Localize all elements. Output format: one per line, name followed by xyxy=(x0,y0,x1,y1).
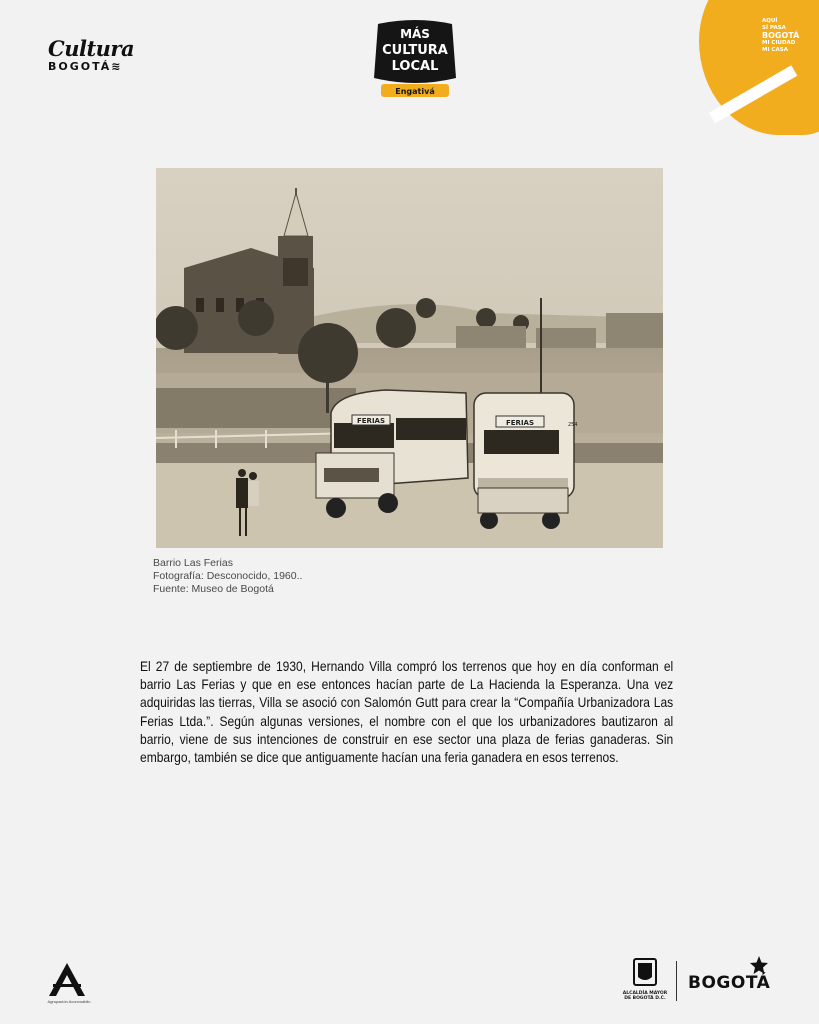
alcaldia-bogota-logos xyxy=(622,955,772,1005)
bus-right xyxy=(474,393,578,529)
mas-logo-line-3: LOCAL xyxy=(391,59,439,74)
alcaldia-shield-icon xyxy=(622,955,668,989)
corner-line-4: MI CIUDAD xyxy=(762,40,796,46)
mas-logo-line-1: MÁS xyxy=(400,27,430,41)
corner-line-1: AQUÍ xyxy=(762,18,778,24)
caption-source: Fuente: Museo de Bogotá xyxy=(153,583,274,595)
caption-title: Barrio Las Ferias xyxy=(153,557,233,569)
alcaldia-label: ALCALDÍA MAYOR DE BOGOTÁ D.C. xyxy=(622,991,668,1001)
corner-line-2: SÍ PASA xyxy=(762,24,786,31)
photo-caption xyxy=(153,557,453,596)
agrupacion-caption: Agrupación Aconvoablin xyxy=(47,999,91,1004)
bogota-logo-text: BOGOTÁ xyxy=(688,973,771,993)
historic-photo-barrio-las-ferias xyxy=(156,168,663,548)
mas-logo-line-2: CULTURA xyxy=(382,43,448,58)
cultura-bogota-logo xyxy=(48,38,148,74)
bus-right-sign: FERIAS xyxy=(505,419,535,427)
bus-right-number: 254 xyxy=(568,422,578,428)
mas-logo-tag: Engativá xyxy=(395,87,435,96)
mas-cultura-local-logo xyxy=(372,18,458,100)
cultura-logo-subtext: BOGOTÁ≋ xyxy=(48,60,123,73)
corner-line-3: BOGOTÁ xyxy=(762,31,800,40)
cultura-logo-text: Cultura xyxy=(48,36,135,61)
caption-credit: Fotografía: Desconocido, 1960.. xyxy=(153,570,303,582)
star-icon xyxy=(748,955,770,975)
footer-separator xyxy=(676,961,677,1001)
body-paragraph: El 27 de septiembre de 1930, Hernando Villa compró los terrenos que hoy en día conforman el barrio Las Ferias y que en ese entonces hacían parte de La Hacienda la Esperanza. Una vez adquiridas las tierras, Villa se asoció con Salomón Gutt para crear la “Compañía Urbanizadora Las Ferias Ltda.”. Según algunas versiones, el nombre con el que los urbanizadores bautizaron al barrio, viene de sus intenciones de construir en ese sector una plaza de ferias ganaderas. Sin embargo, también se dice que antiguamente hacían una feria ganadera en esos terrenos. xyxy=(140,658,674,766)
aqui-si-pasa-bogota-logo xyxy=(762,18,812,53)
corner-line-5: MI CASA xyxy=(762,46,788,53)
bus-left-sign: FERIAS xyxy=(356,417,386,425)
